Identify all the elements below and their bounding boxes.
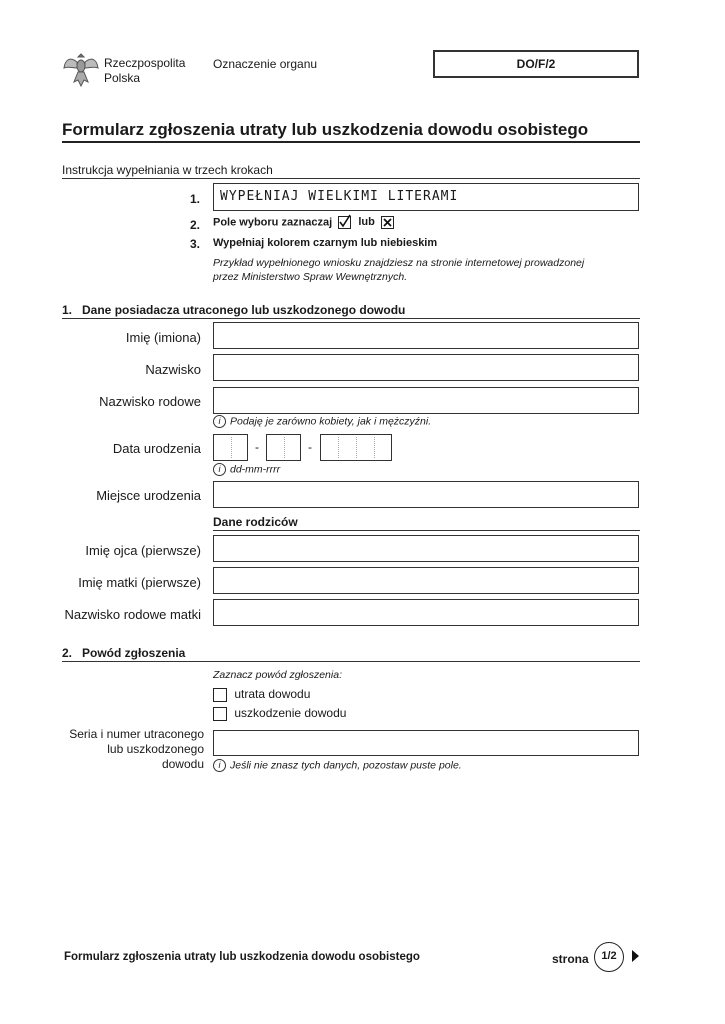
parents-rule (213, 530, 640, 531)
emblem-text-line1: Rzeczpospolita (104, 56, 186, 70)
family-name-label: Nazwisko rodowe (99, 394, 201, 409)
first-name-field[interactable] (213, 322, 639, 349)
info-icon: i (213, 759, 226, 772)
state-emblem (62, 48, 100, 92)
first-name-label: Imię (imiona) (125, 330, 201, 345)
step3-text: Wypełniaj kolorem czarnym lub niebieskim (213, 237, 438, 249)
footer-title: Formularz zgłoszenia utraty lub uszkodzenia dowodu osobistego (64, 951, 420, 963)
birth-place-field[interactable] (213, 481, 639, 508)
birth-place-label: Miejsce urodzenia (96, 488, 201, 503)
page-number-badge (594, 942, 624, 972)
emblem-text-line2: Polska (104, 71, 141, 85)
damaged-checkbox[interactable] (213, 707, 227, 721)
reason-prompt: Zaznacz powód zgłoszenia: (213, 669, 342, 681)
organ-label: Oznaczenie organu (213, 57, 318, 71)
option-lost-label: utrata dowodu (234, 687, 311, 701)
step1-number: 1. (190, 192, 201, 206)
footer-page-label: strona (552, 952, 589, 966)
series-number-field[interactable] (213, 730, 639, 756)
step2-or: lub (358, 216, 375, 229)
step1-example-box (213, 183, 639, 211)
father-name-label: Imię ojca (pierwsze) (85, 543, 201, 558)
step3-number: 3. (190, 237, 201, 251)
title-underline (62, 141, 640, 143)
form-code: DO/F/2 (516, 57, 556, 71)
eagle-icon (62, 48, 100, 92)
surname-label: Nazwisko (145, 362, 201, 377)
step2-text: Pole wyboru zaznaczaj (213, 216, 333, 229)
option-damaged[interactable] (213, 706, 346, 721)
section1-heading: 1. Dane posiadacza utraconego lub uszkodzonego dowodu (62, 303, 406, 317)
page-title: Formularz zgłoszenia utraty lub uszkodzenia dowodu osobistego (62, 120, 589, 139)
checkmark-example-icon (338, 216, 351, 229)
father-name-field[interactable] (213, 535, 639, 562)
parents-heading: Dane rodziców (213, 515, 298, 529)
cross-example-icon (381, 216, 394, 229)
mother-name-field[interactable] (213, 567, 639, 594)
series-label-line3: dowodu (161, 757, 204, 771)
family-name-field[interactable] (213, 387, 639, 414)
step2-number: 2. (190, 218, 201, 232)
birth-day-field[interactable] (213, 434, 248, 461)
instructions-heading: Instrukcja wypełniania w trzech krokach (62, 163, 273, 177)
example-note-line2: przez Ministerstwo Spraw Wewnętrznych. (213, 271, 408, 283)
date-separator-2: - (308, 440, 312, 454)
family-name-hint: Podaję je zarówno kobiety, jak i mężczyźni. (230, 415, 432, 428)
surname-field[interactable] (213, 354, 639, 381)
step1-text: WYPEŁNIAJ WIELKIMI LITERAMI (220, 189, 459, 204)
page-number: 1/2 (601, 950, 617, 962)
date-separator-1: - (255, 440, 259, 454)
birth-date-label: Data urodzenia (112, 441, 201, 456)
form-code-box (433, 50, 639, 78)
mother-family-name-field[interactable] (213, 599, 639, 626)
info-icon: i (213, 415, 226, 428)
section2-heading: 2. Powód zgłoszenia (62, 646, 186, 660)
section2-rule (62, 661, 640, 662)
series-label-line1: Seria i numer utraconego (69, 727, 204, 741)
next-page-arrow-icon[interactable] (632, 950, 639, 962)
series-label-line2: lub uszkodzonego (107, 742, 204, 756)
info-icon: i (213, 463, 226, 476)
example-note-line1: Przykład wypełnionego wniosku znajdziesz na stronie internetowej prowadzonej (213, 257, 585, 269)
birth-month-field[interactable] (266, 434, 301, 461)
birth-year-field[interactable] (320, 434, 392, 461)
instructions-rule (62, 178, 640, 179)
option-lost[interactable] (213, 687, 310, 702)
section1-rule (62, 318, 640, 319)
mother-family-name-label: Nazwisko rodowe matki (64, 607, 201, 622)
birth-date-hint: dd-mm-rrrr (230, 463, 281, 476)
mother-name-label: Imię matki (pierwsze) (78, 575, 201, 590)
lost-checkbox[interactable] (213, 688, 227, 702)
option-damaged-label: uszkodzenie dowodu (234, 706, 347, 720)
series-hint: Jeśli nie znasz tych danych, pozostaw puste pole. (230, 759, 462, 772)
